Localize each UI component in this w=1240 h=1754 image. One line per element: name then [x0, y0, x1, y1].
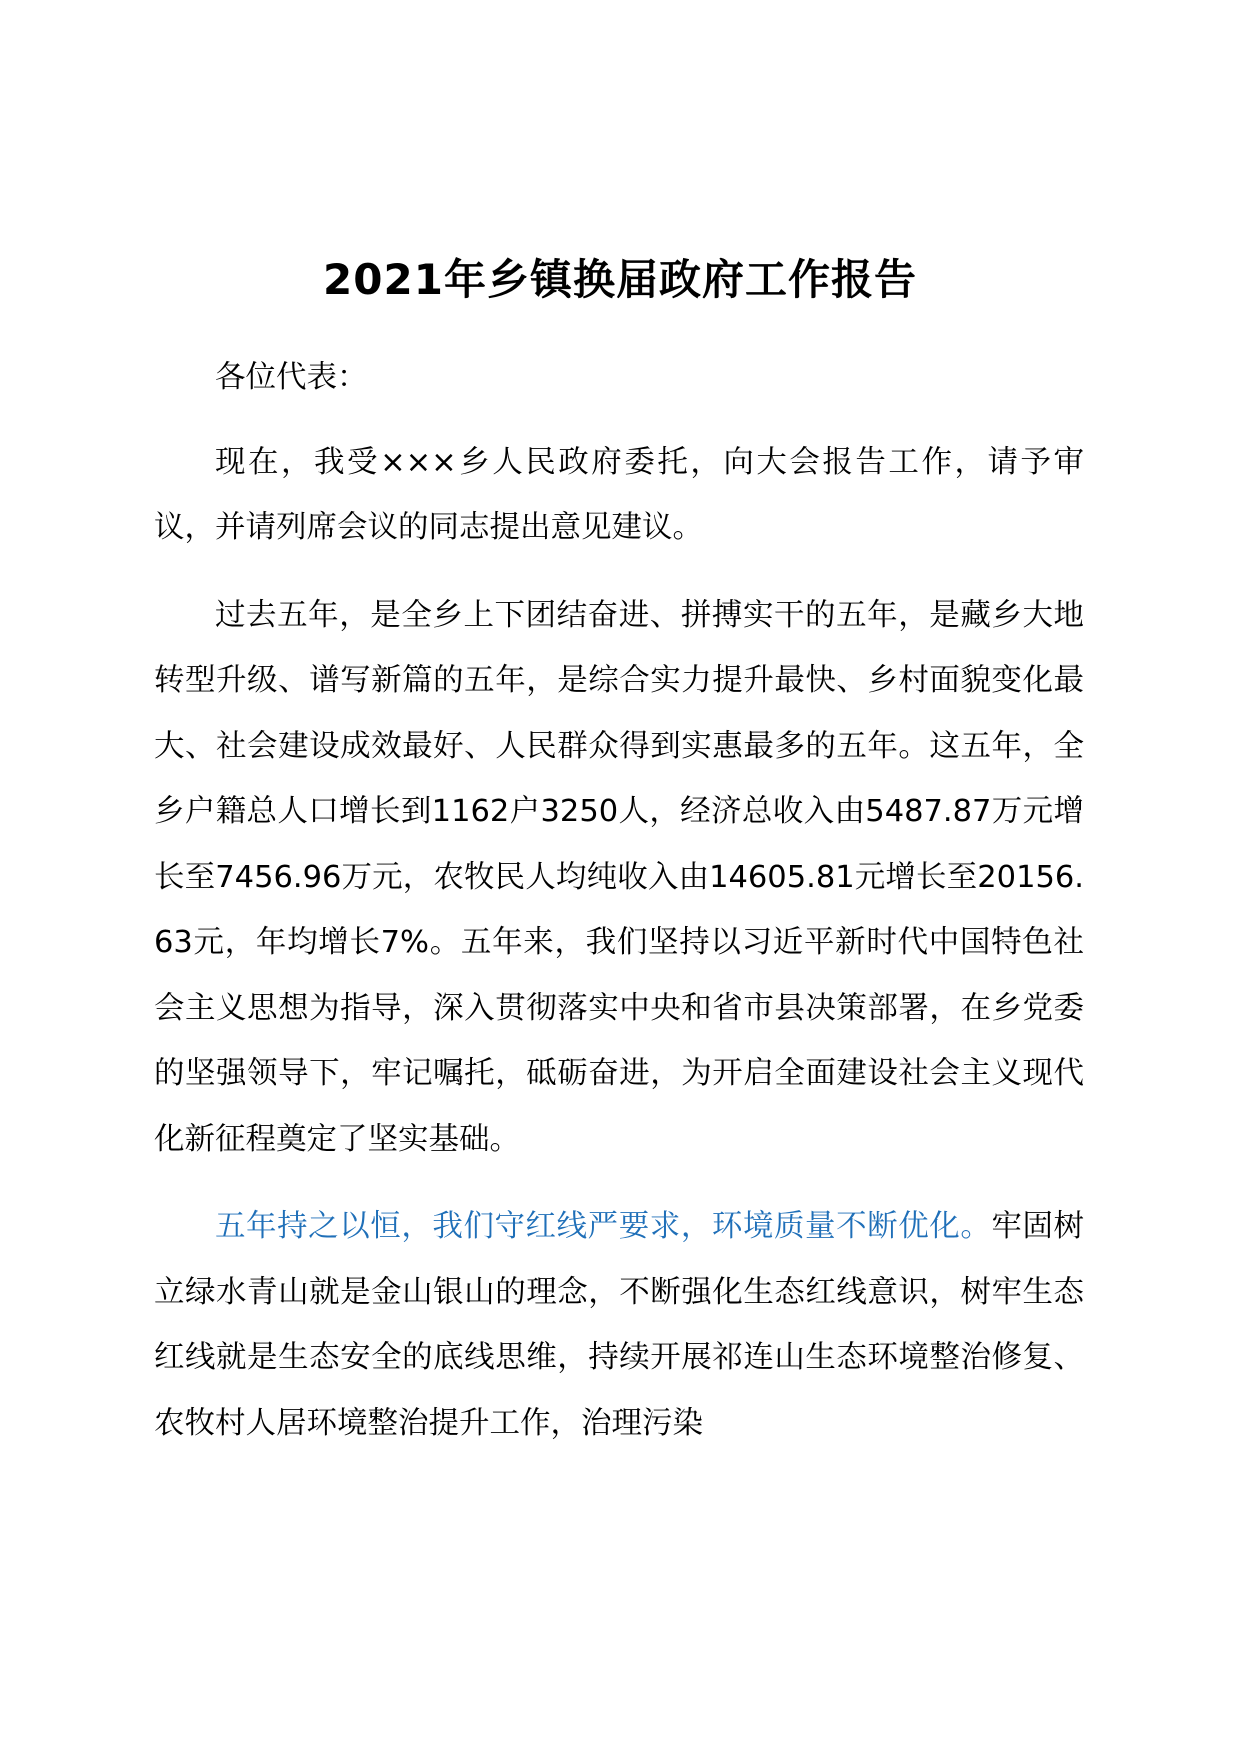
- document-body: [154, 345, 1084, 1478]
- paragraph-opening: 现在，我受×××乡人民政府委托，向大会报告工作，请予审议，并请列席会议的同志提出意见建议。: [154, 444, 1084, 545]
- paragraph-review: 过去五年，是全乡上下团结奋进、拼搏实干的五年，是藏乡大地转型升级、谱写新篇的五年，是综合实力提升最快、乡村面貌变化最大、社会建设成效最好、人民群众得到实惠最多的五年。这五年，全乡户籍总人口增长到1162户3250人，经济总收入由5487.87万元增长至7456.96万元，农牧民人均纯收入由14605.81元增长至20156.63元，年均增长7%。五年来，我们坚持以习近平新时代中国特色社会主义思想为指导，深入贯彻落实中央和省市县决策部署，在乡党委的坚强领导下，牢记嘱托，砥砺奋进，为开启全面建设社会主义现代化新征程奠定了坚实基础。: [154, 597, 1084, 1157]
- paragraph-environment: [154, 1194, 1084, 1456]
- paragraph-heading-highlight: 五年持之以恒，我们守红线严要求，环境质量不断优化。: [215, 1209, 992, 1244]
- paragraph-environment-text: 牢固树立绿水青山就是金山银山的理念，不断强化生态红线意识，树牢生态红线就是生态安全的底线思维，持续开展祁连山生态环境整治修复、农牧村人居环境整治提升工作，治理污染: [154, 1209, 1085, 1441]
- document-title: 2021年乡镇换届政府工作报告: [323, 255, 917, 304]
- salutation: 各位代表：: [215, 360, 368, 395]
